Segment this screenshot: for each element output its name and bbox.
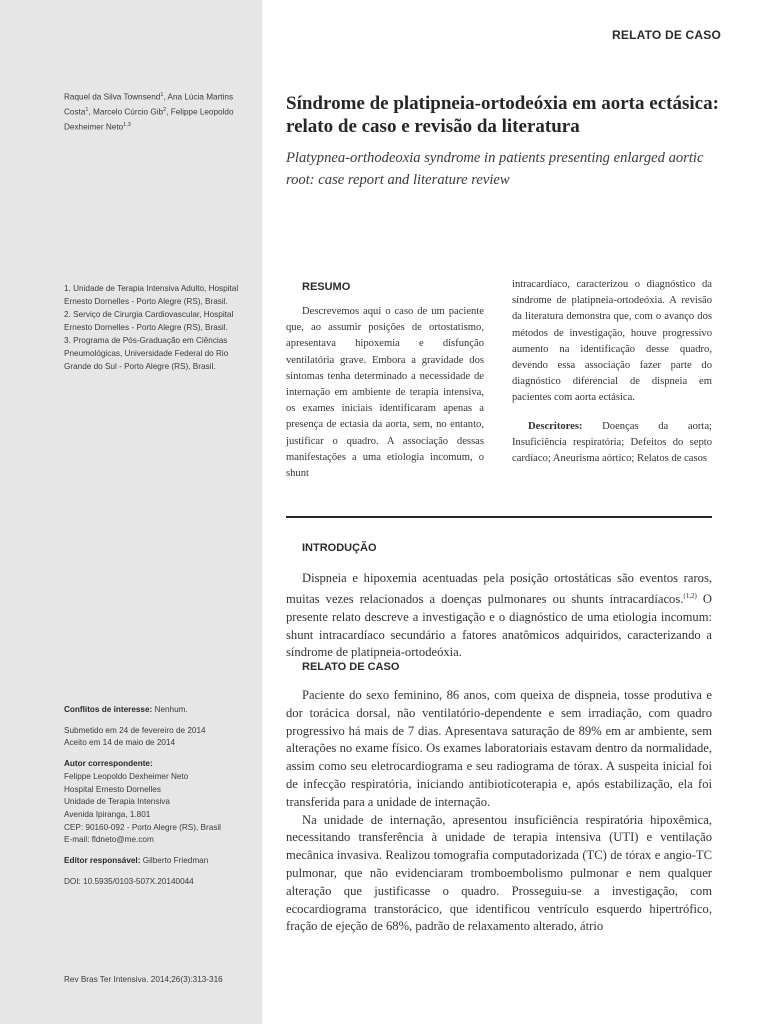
- conflicts-value: Nenhum.: [152, 705, 188, 714]
- affiliation-item: 3. Programa de Pós-Graduação em Ciências Pneumológicas, Universidade Federal do Rio Grande do Sul - Porto Alegre (RS), Brasil.: [64, 336, 229, 371]
- keywords: [512, 419, 712, 468]
- case-paragraph-2: Na unidade de internação, apresentou insuficiência respiratória hipoxêmica, necessitando transferência à unidade de terapia intensiva (UTI) e ventilação mecânica invasiva. Realizou tomografia computadorizada (TC) de tórax e angio-TC pulmonar, que não evidenciaram tromboembolismo pulmonar e nem qualquer alteração que justificasse o quadro. Prosseguiu-se a investigação, com ecocardiograma transtorácico, que identificou ventrículo esquerdo hipertrófico, fração de ejeção de 68%, padrão de relaxamento alterado, átrio: [286, 812, 712, 934]
- author-name: , Marcelo Cúrcio Gib: [88, 107, 164, 117]
- intro-paragraph: [286, 570, 712, 662]
- corresponding-line: Hospital Ernesto Dornelles: [64, 784, 161, 794]
- intro-text-b: O presente relato descreve a investigação e o diagnóstico de uma etiologia incomum: shunt intracardíaco secundário a fatores anatômicos adquiridos, caracterizando a síndrome de platipneia-ortodeóxia.: [286, 591, 712, 660]
- article-title: Síndrome de platipneia-ortodeóxia em aorta ectásica: relato de caso e revisão da literatura: [286, 93, 719, 137]
- corresponding-label: [64, 758, 254, 771]
- submitted-date: Submetido em 24 de fevereiro de 2014: [64, 725, 206, 735]
- editor-label: Editor responsável:: [64, 856, 141, 866]
- article-metadata: [64, 704, 254, 888]
- abstract-column-2: [512, 277, 712, 467]
- corresponding-label-text: Autor correspondente:: [64, 759, 153, 769]
- author-sup: 2: [163, 107, 167, 114]
- conflicts: [64, 704, 254, 717]
- intro-heading: INTRODUÇÃO: [302, 542, 377, 554]
- author-name: , Ana Lúcia Martins Costa: [64, 92, 234, 117]
- intro-text-a: Dispneia e hipoxemia acentuadas pela posição ortostáticas são eventos raros, muitas vezes relacionados a doenças pulmonares ou shunts intracardíacos.: [286, 571, 712, 606]
- section-divider: [286, 516, 712, 518]
- abstract-text-1: Descrevemos aqui o caso de um paciente que, ao assumir posições de ortostatismo, apresentava hipoxemia e disfunção ventilatória grave. Embora a gravidade dos sintomas tenha determinado a necessidade de internação em ambiente de terapia intensiva, os exames iniciais identificaram apenas a presença de ectasia da aorta, sem, no entanto, justificar o quadro. A associação dessas manifestações a uma etiologia incomum, o shunt: [286, 306, 484, 480]
- author-sup: 1: [85, 107, 89, 114]
- author-name: Raquel da Silva Townsend: [64, 92, 161, 102]
- footer-citation: Rev Bras Ter Intensiva. 2014;26(3):313-316: [64, 975, 223, 984]
- affiliation-item: 1. Unidade de Terapia Intensiva Adulto, Hospital Ernesto Dornelles - Porto Alegre (RS), Brasil.: [64, 284, 239, 306]
- author-sup: 1: [160, 92, 164, 98]
- corresponding-line: Unidade de Terapia Intensiva: [64, 797, 170, 807]
- doi[interactable]: DOI: 10.5935/0103-507X.20140044: [64, 876, 194, 886]
- intro-body: [286, 570, 712, 662]
- affiliations: [64, 282, 254, 373]
- case-body: [286, 687, 712, 936]
- author-name: , Felippe Leopoldo Dexheimer Neto: [64, 107, 234, 133]
- corresponding-email[interactable]: E-mail: fldneto@me.com: [64, 835, 154, 845]
- section-label: RELATO DE CASO: [612, 28, 722, 42]
- keywords-text: Doenças da aorta; Insuficiência respiratória; Defeitos do septo cardíaco; Aneurisma aórtico; Relatos de casos: [512, 420, 712, 465]
- editor: [64, 855, 254, 868]
- keywords-label: Descritores:: [528, 420, 583, 432]
- accepted-date: Aceito em 14 de maio de 2014: [64, 738, 176, 748]
- case-heading: RELATO DE CASO: [302, 661, 400, 673]
- conflicts-label: Conflitos de interesse:: [64, 705, 153, 714]
- affiliation-item: 2. Serviço de Cirurgia Cardiovascular, Hospital Ernesto Dornelles - Porto Alegre (RS), Brasil.: [64, 310, 234, 332]
- article-subtitle-en: Platypnea-orthodeoxia syndrome in patients presenting enlarged aortic root: case report and literature review: [286, 150, 704, 188]
- abstract-heading: RESUMO: [302, 281, 351, 293]
- citation-ref: (1,2): [683, 591, 697, 600]
- abstract-text-2: intracardíaco, caracterizou o diagnóstico da síndrome de platipneia-ortodeóxia. A revisão da literatura demonstra que, com o avanço dos métodos de investigação, houve progressivo aumento na identificação desse quadro, devendo essa associação fazer parte do diagnóstico diferencial de dispneia em pacientes com aorta ectásica.: [512, 279, 712, 404]
- author-list: [64, 89, 254, 135]
- corresponding-line: Avenida Ipiranga, 1.801: [64, 809, 151, 819]
- corresponding-line: Felippe Leopoldo Dexheimer Neto: [64, 771, 189, 781]
- editor-value: Gilberto Friedman: [140, 856, 209, 866]
- abstract-column-1: [286, 304, 484, 482]
- author-sup: 1,3: [123, 122, 131, 129]
- case-paragraph-1: Paciente do sexo feminino, 86 anos, com queixa de dispneia, tosse produtiva e dor torácica dorsal, não ventilatório-dependente e sem irradiação, com quadro progressivo há mais de 7 dias. Apresentava saturação de 89% em ar ambiente, sem alterações no exame físico. Os exames laboratoriais estavam dentro da normalidade, assim como seu eletrocardiograma e seu radiograma de tórax. A suspeita inicial foi de infecção respiratória, iniciando antibioticoterapia e, após estabilização, ela foi transferida para a unidade de internação.: [286, 688, 712, 809]
- corresponding-line: CEP: 90160-092 - Porto Alegre (RS), Brasil: [64, 822, 221, 832]
